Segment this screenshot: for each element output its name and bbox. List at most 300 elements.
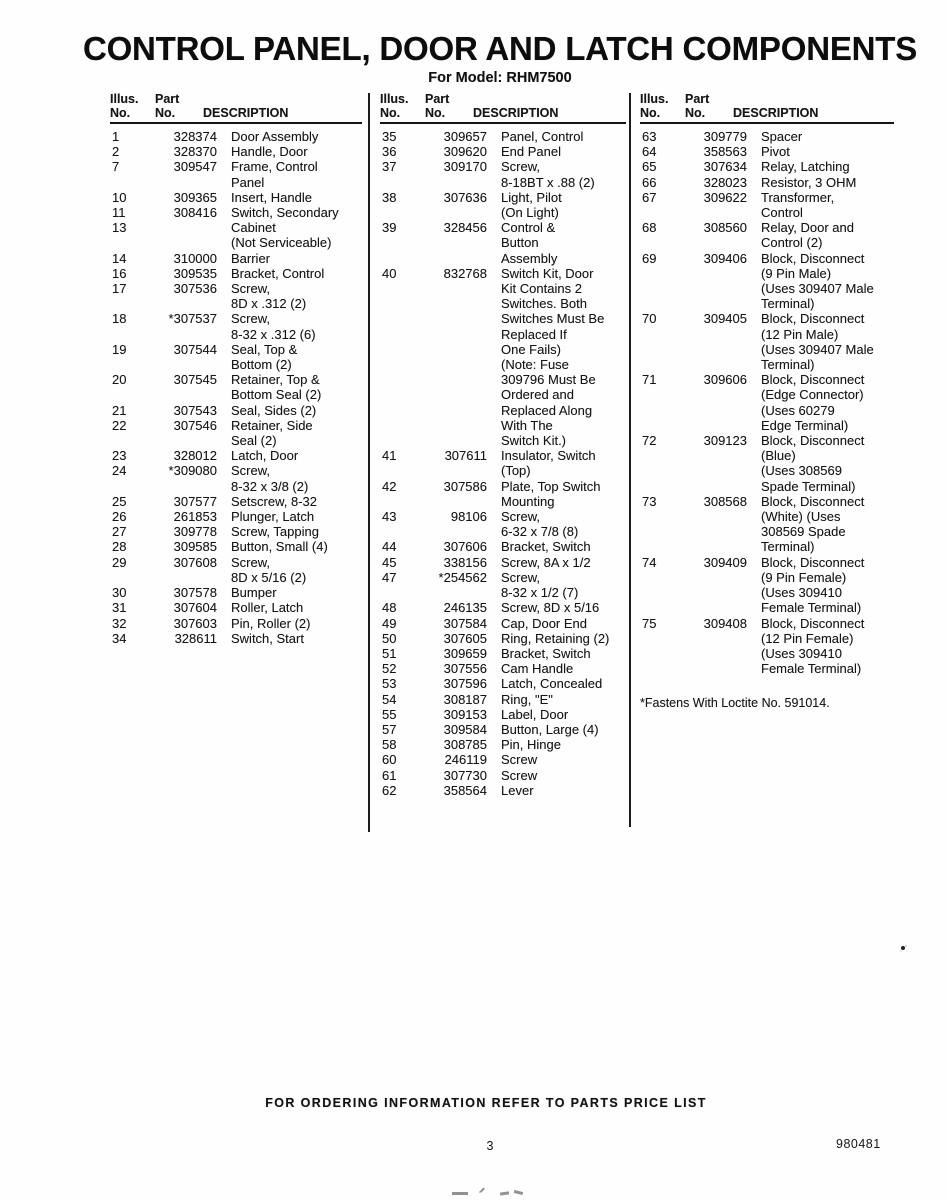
document-number: 980481 <box>836 1137 881 1151</box>
description-cell <box>487 722 626 737</box>
illus-no-cell: 48 <box>382 600 397 616</box>
part-no-cell: 328456 <box>443 220 487 236</box>
part-no-header <box>685 93 733 120</box>
part-no-cell: 308187 <box>443 691 487 707</box>
description-line: Block, Disconnect <box>761 372 865 388</box>
description-cell <box>217 631 362 646</box>
description-cell <box>217 144 362 159</box>
ordering-note: FOR ORDERING INFORMATION REFER TO PARTS PRICE LIST <box>265 1096 707 1110</box>
description-line: Female Terminal) <box>761 661 862 677</box>
column-divider-1 <box>368 93 370 832</box>
description-line: Button, Large (4) <box>501 721 599 737</box>
table-row <box>110 463 362 493</box>
illus-no-cell: 16 <box>112 265 127 281</box>
part-header-line1: Part <box>685 92 710 106</box>
table-row <box>110 524 362 539</box>
part-no-cell: 309584 <box>443 721 487 737</box>
description-line: Seal, Sides (2) <box>231 402 317 418</box>
part-no-cell: 307605 <box>443 630 487 646</box>
illus-no-cell: 45 <box>382 554 397 570</box>
illus-no-cell: 68 <box>642 220 657 236</box>
illus-no-cell: 31 <box>112 600 127 616</box>
description-line: (12 Pin Male) <box>761 326 839 342</box>
description-cell <box>487 768 626 783</box>
table-row <box>110 190 362 205</box>
part-no-cell: *254562 <box>438 569 487 585</box>
scan-artifact-mark <box>479 1188 489 1198</box>
table-row <box>110 159 362 189</box>
description-line: Bracket, Control <box>231 265 325 281</box>
part-no-cell: 307730 <box>443 767 487 783</box>
description-line: Pin, Roller (2) <box>231 615 311 631</box>
description-line: Cam Handle <box>501 661 574 677</box>
description-line: Screw, <box>501 569 541 585</box>
description-cell <box>487 129 626 144</box>
table-row <box>110 616 362 631</box>
part-no-cell: 307634 <box>703 159 747 175</box>
description-line: 8-32 x .312 (6) <box>231 326 316 342</box>
part-no-cell: 309606 <box>703 372 747 388</box>
description-line: Plate, Top Switch <box>501 478 601 494</box>
illus-no-cell: 37 <box>382 159 397 175</box>
illus-no-cell: 23 <box>112 448 127 464</box>
description-line: Panel, Control <box>501 129 584 144</box>
description-cell <box>217 220 362 250</box>
illus-no-cell: 53 <box>382 676 397 692</box>
description-line: Terminal) <box>761 357 815 373</box>
description-cell <box>217 524 362 539</box>
illus-no-cell: 73 <box>642 493 657 509</box>
description-line: Latch, Concealed <box>501 676 603 692</box>
description-cell <box>487 783 626 798</box>
description-line: Edge Terminal) <box>761 417 849 433</box>
illus-no-cell: 52 <box>382 661 397 677</box>
part-no-cell: 307584 <box>443 615 487 631</box>
description-cell <box>747 175 894 190</box>
table-row <box>640 311 894 372</box>
illus-no-cell: 7 <box>112 159 120 175</box>
description-line: (White) (Uses <box>761 509 841 525</box>
illus-no-cell: 19 <box>112 341 127 357</box>
illus-no-cell: 50 <box>382 630 397 646</box>
part-no-cell: 309153 <box>443 706 487 722</box>
parts-column-2 <box>380 93 626 798</box>
description-line: 8-32 x 3/8 (2) <box>231 478 309 494</box>
description-cell <box>217 448 362 463</box>
part-no-cell: 309406 <box>703 250 747 266</box>
part-no-header <box>155 93 203 120</box>
illus-no-cell: 28 <box>112 539 127 555</box>
description-line: Switch, Secondary <box>231 205 339 221</box>
illus-header-line1: Illus. <box>640 92 669 106</box>
description-line: 8D x .312 (2) <box>231 296 307 312</box>
description-line: Spacer <box>761 129 803 144</box>
part-header-line2: No. <box>685 105 706 120</box>
table-row <box>380 631 626 646</box>
part-no-cell: 309409 <box>703 554 747 570</box>
illus-no-cell: 69 <box>642 250 657 266</box>
description-line: Insulator, Switch <box>501 448 596 464</box>
description-line: (Uses 308569 <box>761 463 842 479</box>
description-line: Control & <box>501 220 556 236</box>
table-row <box>110 311 362 341</box>
description-line: 8-18BT x .88 (2) <box>501 174 595 190</box>
description-line: (On Light) <box>501 205 559 221</box>
model-subtitle: For Model: RHM7500 <box>428 70 572 86</box>
illus-no-cell: 32 <box>112 615 127 631</box>
illus-no-cell: 55 <box>382 706 397 722</box>
illus-no-cell: 1 <box>112 129 120 144</box>
description-line: Latch, Door <box>231 448 299 464</box>
table-row <box>110 403 362 418</box>
description-line: (Uses 309407 Male <box>761 281 874 297</box>
description-cell <box>747 433 894 494</box>
description-line: One Fails) <box>501 341 561 357</box>
illus-no-cell: 42 <box>382 478 397 494</box>
illus-no-cell: 70 <box>642 311 657 327</box>
table-row <box>110 448 362 463</box>
description-line: Pin, Hinge <box>501 737 561 753</box>
description-cell <box>217 616 362 631</box>
description-cell <box>217 463 362 493</box>
description-line: (Note: Fuse <box>501 357 569 373</box>
description-line: Ordered and <box>501 387 574 403</box>
description-line: Screw, 8A x 1/2 <box>501 554 591 570</box>
part-no-cell: 328611 <box>174 630 217 646</box>
description-line: Lever <box>501 782 534 798</box>
table-row <box>110 555 362 585</box>
description-cell <box>217 190 362 205</box>
description-cell <box>747 251 894 312</box>
illus-no-cell: 20 <box>112 372 127 388</box>
illus-header-line2: No. <box>640 105 661 120</box>
description-cell <box>487 707 626 722</box>
table-row <box>380 539 626 554</box>
part-no-cell: 328012 <box>173 448 217 464</box>
table-row <box>380 448 626 478</box>
part-no-cell: 309779 <box>703 129 747 144</box>
description-line: Pivot <box>761 144 790 160</box>
description-line: Screw, <box>501 159 541 175</box>
scan-artifact-mark <box>500 1191 509 1195</box>
illus-no-cell: 74 <box>642 554 657 570</box>
loctite-footnote: *Fastens With Loctite No. 591014. <box>640 696 830 710</box>
table-row <box>380 692 626 707</box>
description-cell <box>217 251 362 266</box>
description-line: Screw, <box>231 281 271 297</box>
description-cell <box>487 509 626 539</box>
description-cell <box>217 509 362 524</box>
illus-no-cell: 67 <box>642 189 657 205</box>
table-row <box>110 251 362 266</box>
illus-no-cell: 66 <box>642 174 657 190</box>
illus-no-cell: 54 <box>382 691 397 707</box>
description-line: Seal, Top & <box>231 341 298 357</box>
part-no-cell: 328023 <box>703 174 747 190</box>
description-line: (Uses 309410 <box>761 585 842 601</box>
description-cell <box>747 311 894 372</box>
parts-rows-2 <box>380 124 626 798</box>
table-row <box>110 585 362 600</box>
scan-artifact-mark <box>514 1190 523 1195</box>
description-line: Relay, Door and <box>761 220 854 236</box>
description-header: DESCRIPTION <box>473 105 559 120</box>
table-row <box>110 281 362 311</box>
column-header <box>640 93 894 124</box>
description-line: 309796 Must Be <box>501 372 596 388</box>
table-row <box>640 159 894 174</box>
illus-no-cell: 35 <box>382 129 397 144</box>
description-line: Screw <box>501 767 538 783</box>
description-line: Switch Kit, Door <box>501 265 594 281</box>
description-line: Replaced If <box>501 326 567 342</box>
scan-artifact-mark <box>452 1192 468 1195</box>
description-cell <box>217 585 362 600</box>
illus-no-cell: 10 <box>112 189 127 205</box>
description-cell <box>217 418 362 448</box>
description-cell <box>747 159 894 174</box>
description-cell <box>487 555 626 570</box>
description-line: Button, Small (4) <box>231 539 328 555</box>
parts-rows-1 <box>110 124 362 646</box>
table-row <box>380 555 626 570</box>
part-no-cell: 308785 <box>443 737 487 753</box>
illus-no-cell: 24 <box>112 463 127 479</box>
part-no-cell: 307556 <box>443 661 487 677</box>
table-row <box>380 646 626 661</box>
description-cell <box>487 752 626 767</box>
description-line: Screw, 8D x 5/16 <box>501 600 600 616</box>
description-line: Block, Disconnect <box>761 554 865 570</box>
table-row <box>380 783 626 798</box>
part-no-cell: 358563 <box>703 144 747 160</box>
description-line: (Blue) <box>761 448 796 464</box>
description-cell <box>487 737 626 752</box>
part-no-cell: 307586 <box>443 478 487 494</box>
description-line: Screw, <box>231 463 271 479</box>
table-row <box>380 707 626 722</box>
illus-no-cell: 22 <box>112 417 127 433</box>
illus-no-cell: 30 <box>112 585 127 601</box>
part-no-cell: 358564 <box>443 782 487 798</box>
description-cell <box>217 281 362 311</box>
description-cell <box>747 190 894 220</box>
description-line: (Top) <box>501 463 531 479</box>
illus-no-cell: 13 <box>112 220 127 236</box>
part-no-cell: 309405 <box>703 311 747 327</box>
description-cell <box>487 646 626 661</box>
illus-no-cell: 38 <box>382 189 397 205</box>
description-cell <box>487 616 626 631</box>
description-line: Bottom (2) <box>231 357 292 373</box>
description-line: Screw, <box>231 554 271 570</box>
description-line: Barrier <box>231 250 271 266</box>
illus-no-cell: 62 <box>382 782 397 798</box>
part-no-cell: 307604 <box>173 600 217 616</box>
table-row <box>110 266 362 281</box>
description-cell <box>487 661 626 676</box>
description-line: Bottom Seal (2) <box>231 387 322 403</box>
illus-no-cell: 39 <box>382 220 397 236</box>
illus-no-cell: 58 <box>382 737 397 753</box>
part-no-cell: 309778 <box>173 524 217 540</box>
table-row <box>110 342 362 372</box>
part-no-cell: 307543 <box>173 402 217 418</box>
table-row <box>110 600 362 615</box>
table-row <box>380 144 626 159</box>
table-row <box>110 372 362 402</box>
description-line: Plunger, Latch <box>231 509 315 525</box>
description-cell <box>487 144 626 159</box>
table-row <box>380 159 626 189</box>
table-row <box>110 539 362 554</box>
description-cell <box>487 600 626 615</box>
description-line: Retainer, Top & <box>231 372 320 388</box>
description-cell <box>217 600 362 615</box>
part-no-cell: 307544 <box>173 341 217 357</box>
description-cell <box>747 220 894 250</box>
part-header-line1: Part <box>155 92 180 106</box>
description-line: Switch, Start <box>231 630 304 646</box>
part-no-cell: 309585 <box>173 539 217 555</box>
part-no-cell: 307611 <box>444 448 487 464</box>
illus-no-cell: 61 <box>382 767 397 783</box>
part-no-cell: 308416 <box>173 205 217 221</box>
table-row <box>380 129 626 144</box>
table-row <box>640 372 894 433</box>
description-line: Retainer, Side <box>231 417 313 433</box>
part-no-cell: 307596 <box>443 676 487 692</box>
illus-no-cell: 60 <box>382 752 397 768</box>
illus-no-cell: 49 <box>382 615 397 631</box>
description-line: Button <box>501 235 539 251</box>
column-divider-2 <box>629 93 631 827</box>
table-row <box>380 616 626 631</box>
description-cell <box>747 129 894 144</box>
illus-no-cell: 18 <box>112 311 127 327</box>
part-no-cell: 307577 <box>173 493 217 509</box>
description-line: Transformer, <box>761 189 835 205</box>
description-cell <box>217 403 362 418</box>
description-line: Switches Must Be <box>501 311 605 327</box>
table-row <box>110 509 362 524</box>
description-cell <box>217 129 362 144</box>
illus-no-cell: 65 <box>642 159 657 175</box>
illus-no-cell: 21 <box>112 402 127 418</box>
column-header <box>380 93 626 124</box>
description-line: 8-32 x 1/2 (7) <box>501 585 579 601</box>
description-line: Screw, Tapping <box>231 524 319 540</box>
description-cell <box>217 494 362 509</box>
description-line: Resistor, 3 OHM <box>761 174 857 190</box>
page-title: CONTROL PANEL, DOOR AND LATCH COMPONENTS <box>82 30 918 67</box>
description-line: Door Assembly <box>231 129 319 144</box>
illus-no-cell: 63 <box>642 129 657 144</box>
table-row <box>380 752 626 767</box>
part-no-cell: 307606 <box>443 539 487 555</box>
part-no-cell: 832768 <box>443 265 487 281</box>
illus-no-cell: 40 <box>382 265 397 281</box>
description-cell <box>217 555 362 585</box>
description-line: Screw, <box>501 509 541 525</box>
table-row <box>380 661 626 676</box>
description-line: Control (2) <box>761 235 823 251</box>
description-line: Insert, Handle <box>231 189 312 205</box>
table-row <box>110 631 362 646</box>
part-no-cell: 309365 <box>173 189 217 205</box>
description-line: Ring, "E" <box>501 691 553 707</box>
description-cell <box>217 372 362 402</box>
table-row <box>110 144 362 159</box>
table-row <box>110 220 362 250</box>
illus-no-cell: 27 <box>112 524 127 540</box>
description-line: Handle, Door <box>231 144 308 160</box>
table-row <box>640 129 894 144</box>
table-row <box>110 418 362 448</box>
description-line: (Uses 309410 <box>761 645 842 661</box>
description-line: (Not Serviceable) <box>231 235 332 251</box>
parts-column-3 <box>640 93 894 676</box>
table-row <box>640 175 894 190</box>
part-no-cell: 338156 <box>443 554 487 570</box>
description-line: Block, Disconnect <box>761 493 865 509</box>
table-row <box>640 220 894 250</box>
table-row <box>110 494 362 509</box>
part-no-cell: 309535 <box>173 265 217 281</box>
table-row <box>380 676 626 691</box>
illus-header-line2: No. <box>110 105 131 120</box>
description-line: Assembly <box>501 250 558 266</box>
description-cell <box>487 266 626 448</box>
illus-no-cell: 44 <box>382 539 397 555</box>
description-line: (9 Pin Female) <box>761 569 847 585</box>
part-no-cell: 307536 <box>173 281 217 297</box>
illus-header-line1: Illus. <box>380 92 409 106</box>
part-no-cell: *307537 <box>168 311 217 327</box>
description-cell <box>487 479 626 509</box>
column-header <box>110 93 362 124</box>
illus-no-header <box>110 93 155 120</box>
illus-no-cell: 75 <box>642 615 657 631</box>
description-line: Block, Disconnect <box>761 615 865 631</box>
description-cell <box>217 342 362 372</box>
description-line: Screw <box>501 752 538 768</box>
table-row <box>110 205 362 220</box>
description-line: With The <box>501 417 553 433</box>
table-row <box>640 555 894 616</box>
description-line: 8D x 5/16 (2) <box>231 569 307 585</box>
part-no-cell: 309170 <box>443 159 487 175</box>
part-no-cell: 307578 <box>173 585 217 601</box>
illus-no-cell: 29 <box>112 554 127 570</box>
illus-no-cell: 34 <box>112 630 127 646</box>
description-cell <box>217 205 362 220</box>
description-line: Block, Disconnect <box>761 311 865 327</box>
scan-speck <box>901 946 905 950</box>
description-cell <box>487 159 626 189</box>
description-line: Switch Kit.) <box>501 433 567 449</box>
illus-header-line1: Illus. <box>110 92 139 106</box>
description-line: Setscrew, 8-32 <box>231 493 317 509</box>
description-line: Cabinet <box>231 220 276 236</box>
description-cell <box>487 190 626 220</box>
description-line: Light, Pilot <box>501 189 562 205</box>
description-cell <box>217 539 362 554</box>
description-line: (12 Pin Female) <box>761 630 854 646</box>
description-cell <box>217 311 362 341</box>
part-no-cell: 309622 <box>703 189 747 205</box>
description-cell <box>747 144 894 159</box>
